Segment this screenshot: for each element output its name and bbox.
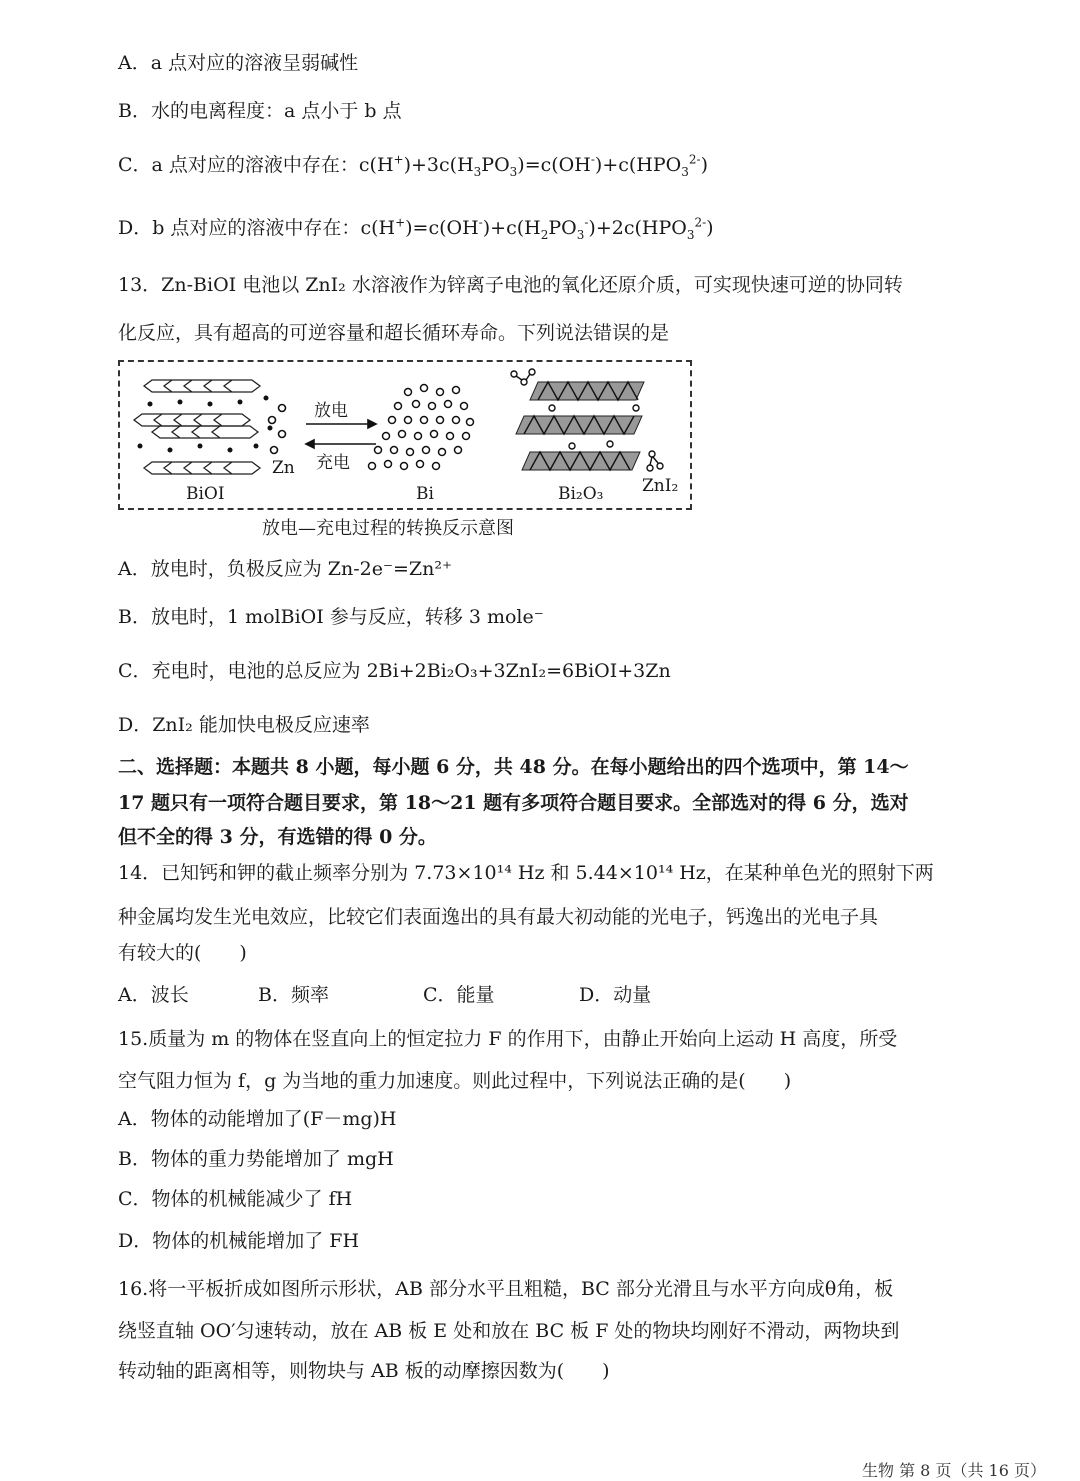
q14-option-c: C．能量 — [423, 984, 495, 1006]
section2-line3: 但不全的得 3 分，有选错的得 0 分。 — [118, 826, 437, 848]
bi2o3-label: Bi₂O₃ — [558, 484, 604, 504]
q14-option-d: D．动量 — [579, 984, 652, 1006]
diagram-caption: 放电—充电过程的转换反示意图 — [262, 518, 514, 539]
section2-line1: 二、选择题：本题共 8 小题，每小题 6 分，共 48 分。在每小题给出的四个选项中，第 14～ — [118, 756, 909, 778]
q13-option-d: D．ZnI₂ 能加快电极反应速率 — [118, 714, 370, 736]
bioi-label: BiOI — [186, 484, 225, 504]
bi-atoms — [369, 385, 474, 470]
q14-option-a: A．波长 — [118, 984, 189, 1006]
q14-line3: 有较大的( ) — [118, 942, 247, 964]
q15-option-b: B．物体的重力势能增加了 mgH — [118, 1148, 394, 1170]
q14-line1: 14．已知钙和钾的截止频率分别为 7.73×10¹⁴ Hz 和 5.44×10¹⁴ Hz，在某种单色光的照射下两 — [118, 862, 934, 884]
q14-option-b: B．频率 — [258, 984, 329, 1006]
bioi-layers — [134, 380, 260, 474]
q16-line1: 16.将一平板折成如图所示形状，AB 部分水平且粗糙，BC 部分光滑且与水平方向成θ角，板 — [118, 1278, 894, 1300]
charge-label: 充电 — [316, 453, 350, 473]
q14-line2: 种金属均发生光电效应，比较它们表面逸出的具有最大初动能的光电子，钙逸出的光电子具 — [118, 906, 879, 928]
q12-option-c: C．a 点对应的溶液中存在：$c(H^+)+3c(H_3PO_3)=c(OH^-)+c(HPO_3^{2-})$ — [118, 152, 708, 179]
q14-options — [118, 980, 651, 1010]
q13-stem-line2: 化反应，具有超高的可逆容量和超长循环寿命。下列说法错误的是 — [118, 322, 670, 344]
q12-option-d: D．b 点对应的溶液中存在：$c(H^+)=c(OH^-)+c(H_2PO_3^-)+2c(HPO_3^{2-})$ — [118, 215, 714, 242]
bioi-dots — [138, 396, 273, 453]
q13-option-a: A．放电时，负极反应为 Zn-2e⁻=Zn²⁺ — [118, 558, 452, 580]
q13-option-b: B．放电时，1 molBiOI 参与反应，转移 3 mole⁻ — [118, 606, 544, 628]
zni2-label: ZnI₂ — [642, 476, 679, 496]
discharge-label: 放电 — [314, 401, 348, 421]
reaction-arrows — [306, 420, 376, 448]
q13-stem-line1: 13．Zn-BiOI 电池以 ZnI₂ 水溶液作为锌离子电池的氧化还原介质，可实现快速可逆的协同转 — [118, 274, 903, 296]
battery-diagram — [118, 360, 692, 510]
q12-option-a: A．a 点对应的溶液呈弱碱性 — [118, 52, 359, 74]
q16-line3: 转动轴的距离相等，则物块与 AB 板的动摩擦因数为( ) — [118, 1360, 610, 1382]
section2-line2: 17 题只有一项符合题目要求，第 18～21 题有多项符合题目要求。全部选对的得 6 分，选对 — [118, 792, 909, 814]
bi-label: Bi — [416, 484, 434, 504]
q13-option-c: C．充电时，电池的总反应为 2Bi+2Bi₂O₃+3ZnI₂=6BiOI+3Zn — [118, 660, 671, 682]
q15-option-d: D．物体的机械能增加了 FH — [118, 1230, 360, 1252]
q15-option-c: C．物体的机械能减少了 fH — [118, 1188, 353, 1210]
q15-line1: 15.质量为 m 的物体在竖直向上的恒定拉力 F 的作用下，由静止开始向上运动 H 高度，所受 — [118, 1028, 898, 1050]
q16-line2: 绕竖直轴 OO′匀速转动，放在 AB 板 E 处和放在 BC 板 F 处的物块均刚好不滑动，两物块到 — [118, 1320, 900, 1342]
q15-option-a: A．物体的动能增加了(F－mg)H — [118, 1108, 397, 1130]
zn-label: Zn — [272, 458, 295, 478]
page-footer: 生物 第 8 页（共 16 页） — [862, 1461, 1046, 1480]
q12-option-b: B．水的电离程度：a 点小于 b 点 — [118, 100, 402, 122]
q15-line2: 空气阻力恒为 f，g 为当地的重力加速度。则此过程中，下列说法正确的是( ) — [118, 1070, 792, 1092]
